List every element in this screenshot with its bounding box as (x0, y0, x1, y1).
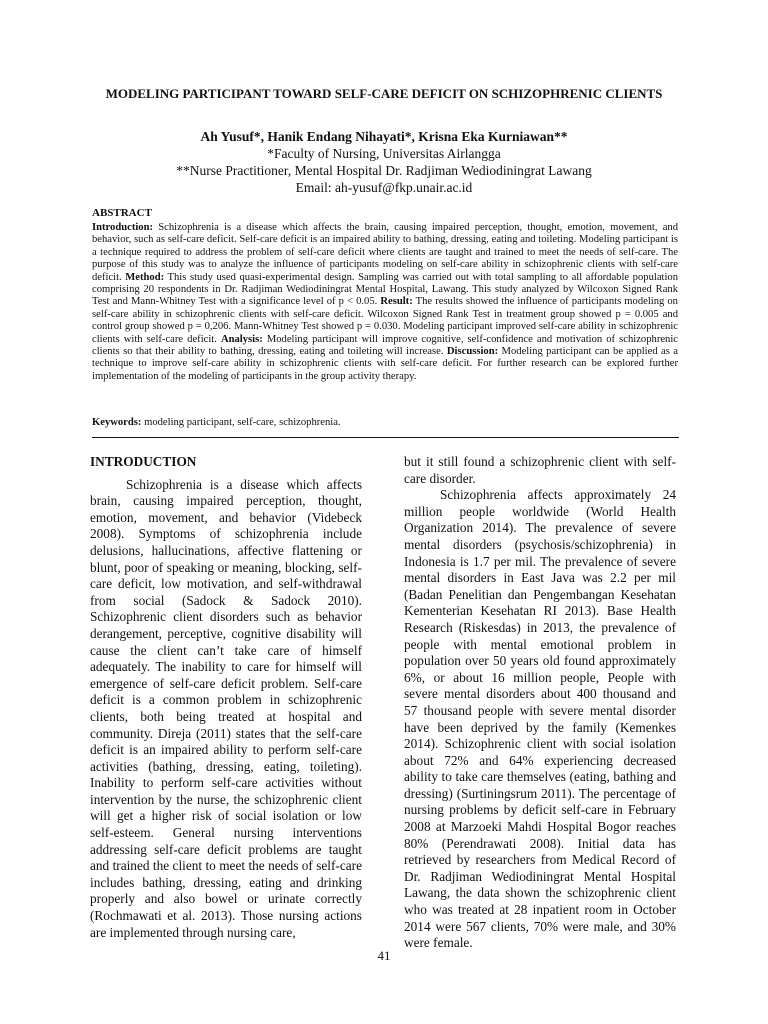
abstract-intro-text: Schizophrenia is a disease which affects the brain, causing impaired perception, thought, emotion, movement, and behavior, such as self-care deficit. Self-care deficit is an impaired ability to bathing, dressing, eating and toileting. Modeling participant is a technique required to address the problem of self-care deficit where clients are taught and trained to meet the needs of self-care. The purpose of this study was to analyze the influence of participants modeling on self-care ability in schizophrenic clients with self-care deficit. (92, 222, 678, 283)
abstract-discussion-label: Discussion: (446, 346, 499, 358)
abstract-result-label: Result: (380, 296, 413, 308)
keywords-text: modeling participant, self-care, schizophrenia. (141, 417, 341, 428)
page-number: 41 (377, 948, 391, 963)
article-title: MODELING PARTICIPANT TOWARD SELF-CARE DEFICIT ON SCHIZOPHRENIC CLIENTS (105, 86, 663, 101)
abstract-method-text: This study used quasi-experimental design. Sampling was carried out with total sampling to all affordable population comprising 20 respondents in Dr. Radjiman Wediodiningrat Mental Hospital, Lawang. This study analyzed by Wilcoxon Signed Rank Test and Mann-Whitney Test with a significance level of p < 0.05. (92, 271, 679, 308)
keywords-label: Keywords: (92, 417, 142, 428)
abstract-intro-label: Introduction: (92, 222, 154, 233)
abstract-result-text: The results showed the influence of participants modeling on self-care ability in schizophrenic clients with self-care deficit. Wilcoxon Signed Rank Test in treatment group showed p = 0.005 and control group showed p = 0,206. Mann-Whitney Test showed p = 0.030. Modeling participant improved self-care ability in schizophrenic clients with self-care deficit. (92, 296, 678, 345)
left-column (90, 454, 362, 941)
affiliation-2: **Nurse Practitioner, Mental Hospital Dr. Radjiman Wediodiningrat Lawang (176, 163, 592, 178)
introduction-heading: INTRODUCTION (90, 454, 197, 469)
abstract-heading: ABSTRACT (92, 207, 152, 219)
affiliation-1: *Faculty of Nursing, Universitas Airlangga (267, 146, 501, 161)
intro-paragraph-continued: but it still found a schizophrenic client with self-care disorder. (404, 454, 676, 486)
abstract-body (92, 222, 678, 383)
author-list: Ah Yusuf*, Hanik Endang Nihayati*, Krisna Eka Kurniawan** (200, 129, 568, 144)
contact-email: Email: ah-yusuf@fkp.unair.ac.id (295, 180, 473, 195)
abstract-analysis-text: Modeling participant will improve cognitive, self-confidence and motivation of schizophrenic clients so that their ability to bathing, dressing, eating and toileting will increase. (92, 333, 678, 358)
abstract-method-label: Method: (125, 271, 165, 283)
keywords-line (92, 416, 678, 429)
intro-paragraph-1: Schizophrenia is a disease which affects brain, causing impaired perception, thought, emotion, movement, and behavior (Videbeck 2008). Symptoms of schizophrenia include delusions, hallucinations, affective flattening or blunt, poor of speaking or meaning, blocking, self-care deficit, low motivation, and self-withdrawal from social (Sadock & Sadock 2010). Schizophrenic client disorders such as behavior derangement, perceptive, cognitive disability will cause the client can’t take care of himself adequately. The inability to care for himself will emergence of self-care deficit problem. Self-care deficit is a common problem in schizophrenic clients, both being treated at hospital and community. Direja (2011) states that the self-care deficit is an impaired ability to perform self-care activities (bathing, dressing, eating, toileting). Inability to perform self-care activities without intervention by the nurse, the schizophrenic client will get a higher risk of social isolation or low self-esteem. General nursing interventions addressing self-care deficit problems are taught and trained the client to meet the needs of self-care includes bathing, dressing, eating and drinking properly and also bowel or urinate correctly (Rochmawati et al. 2013). Those nursing actions are implemented through nursing care, (90, 476, 362, 940)
intro-paragraph-2: Schizophrenia affects approximately 24 million people worldwide (World Health Organization 2014). The prevalence of severe mental disorders (psychosis/schizophrenia) in Indonesia is 1.7 per mil. The prevalence of severe mental disorders in East Java was 2.2 per mil (Badan Penelitian dan Pengembangan Kesehatan Kementerian Kesehatan RI 2013). Base Health Research (Riskesdas) in 2013, the prevalence of people with mental emotional problem in population over 50 years old found approximately 6%, or about 16 million people, People with severe mental disorders about 400 thousand and 57 thousand people with severe mental disorder have been deprived by the family (Kemenkes 2014). Schizophrenic client with social isolation about 72% and 64% experiencing decreased ability to take care themselves (eating, bathing and dressing) (Surtiningsrum 2011). The percentage of nursing problems by deficit self-care in February 2008 at Marzoeki Mahdi Hospital Bogor reaches 80% (Perendrawati 2008). Initial data has retrieved by researchers from Medical Record of Dr. Radjiman Wediodiningrat Mental Hospital Lawang, the data shown the schizophrenic client who was treated at 28 inpatient room in October 2014 were 567 clients, 70% were male, and 30% were female. (404, 487, 676, 951)
section-divider (92, 437, 679, 438)
author-block (100, 128, 668, 196)
abstract-discussion-text: Modeling participant can be applied as a technique to improve self-care ability in schizophrenic clients with self-care deficit. For further research can be explored further implementation of the modeling of participants in the group activity therapy. (92, 346, 678, 382)
right-column (404, 454, 676, 952)
abstract-analysis-label: Analysis: (220, 333, 263, 345)
